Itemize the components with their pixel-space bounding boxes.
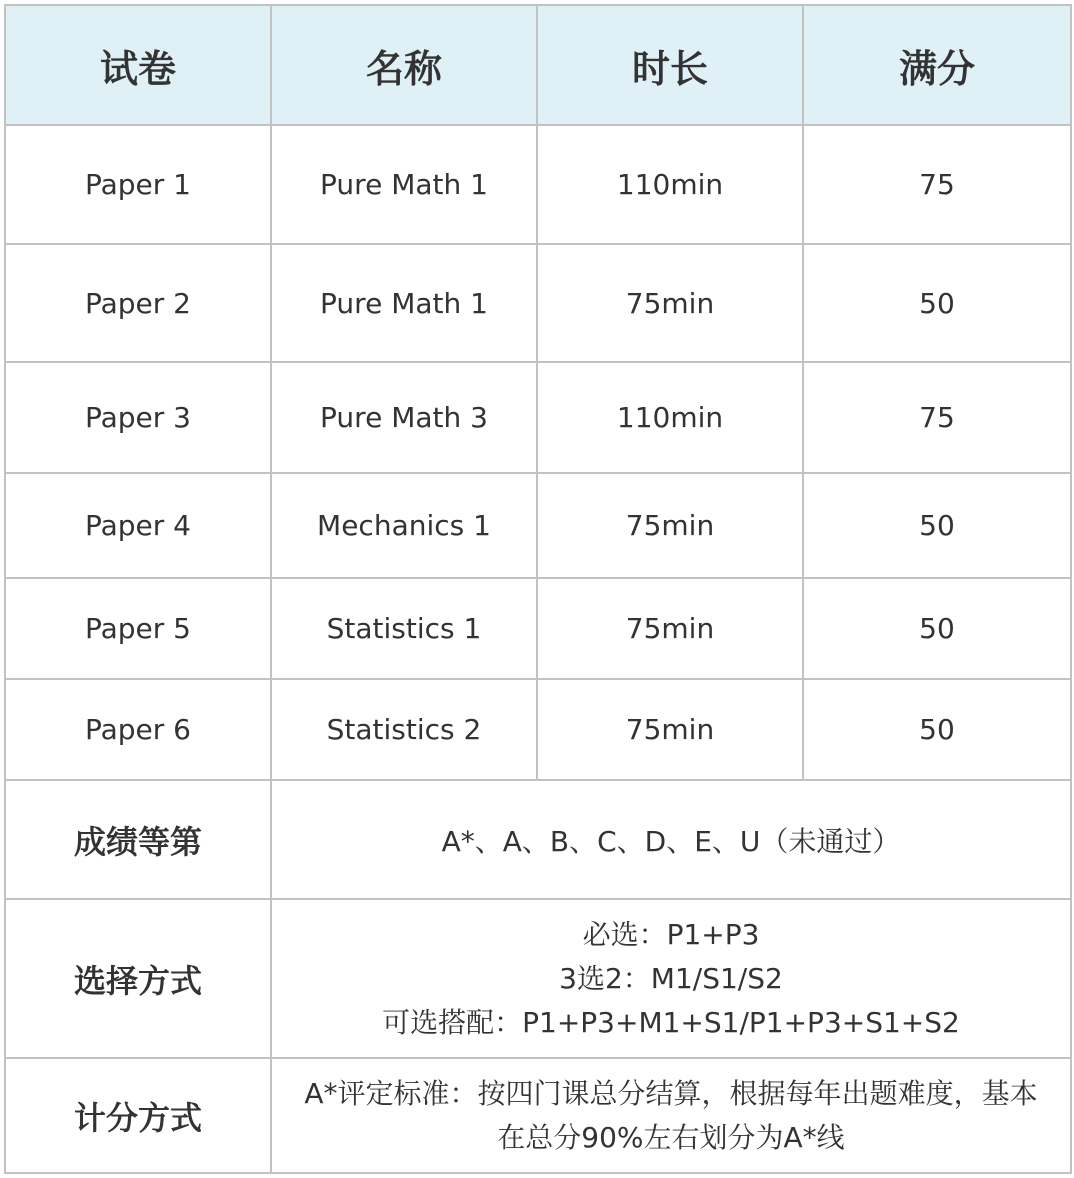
selection-label: 选择方式 — [5, 899, 271, 1058]
duration-cell: 110min — [537, 362, 803, 473]
scoring-line: A*评定标准：按四门课总分结算，根据每年出题难度，基本 — [304, 1076, 1038, 1110]
duration-cell: 75min — [537, 244, 803, 362]
score-cell: 50 — [803, 679, 1071, 780]
exam-structure-table — [4, 4, 1072, 1174]
paper-cell: Paper 6 — [5, 679, 271, 780]
scoring-row — [5, 1058, 1071, 1173]
header-paper: 试卷 — [5, 5, 271, 125]
duration-cell: 75min — [537, 578, 803, 679]
table-row — [5, 473, 1071, 578]
header-name: 名称 — [271, 5, 537, 125]
table-row — [5, 578, 1071, 679]
name-cell: Pure Math 3 — [271, 362, 537, 473]
paper-cell: Paper 5 — [5, 578, 271, 679]
name-cell: Pure Math 1 — [271, 244, 537, 362]
grades-row — [5, 780, 1071, 899]
table-row — [5, 679, 1071, 780]
header-full-score: 满分 — [803, 5, 1071, 125]
score-cell: 75 — [803, 125, 1071, 244]
score-cell: 75 — [803, 362, 1071, 473]
paper-cell: Paper 2 — [5, 244, 271, 362]
table-row — [5, 244, 1071, 362]
duration-cell: 75min — [537, 679, 803, 780]
score-cell: 50 — [803, 578, 1071, 679]
name-cell: Pure Math 1 — [271, 125, 537, 244]
selection-value — [271, 899, 1071, 1058]
score-cell: 50 — [803, 244, 1071, 362]
grades-label: 成绩等第 — [5, 780, 271, 899]
scoring-line: 在总分90%左右划分为A*线 — [497, 1120, 845, 1154]
selection-line: 3选2：M1/S1/S2 — [559, 961, 783, 995]
scoring-label: 计分方式 — [5, 1058, 271, 1173]
header-duration: 时长 — [537, 5, 803, 125]
selection-row — [5, 899, 1071, 1058]
table-row — [5, 362, 1071, 473]
paper-cell: Paper 3 — [5, 362, 271, 473]
selection-line: 可选搭配：P1+P3+M1+S1/P1+P3+S1+S2 — [382, 1005, 960, 1039]
scoring-value — [271, 1058, 1071, 1173]
name-cell: Mechanics 1 — [271, 473, 537, 578]
name-cell: Statistics 2 — [271, 679, 537, 780]
score-cell: 50 — [803, 473, 1071, 578]
grades-value: A*、A、B、C、D、E、U（未通过） — [271, 780, 1071, 899]
duration-cell: 75min — [537, 473, 803, 578]
header-row — [5, 5, 1071, 125]
selection-line: 必选：P1+P3 — [582, 917, 760, 951]
name-cell: Statistics 1 — [271, 578, 537, 679]
paper-cell: Paper 1 — [5, 125, 271, 244]
duration-cell: 110min — [537, 125, 803, 244]
paper-cell: Paper 4 — [5, 473, 271, 578]
table-row — [5, 125, 1071, 244]
